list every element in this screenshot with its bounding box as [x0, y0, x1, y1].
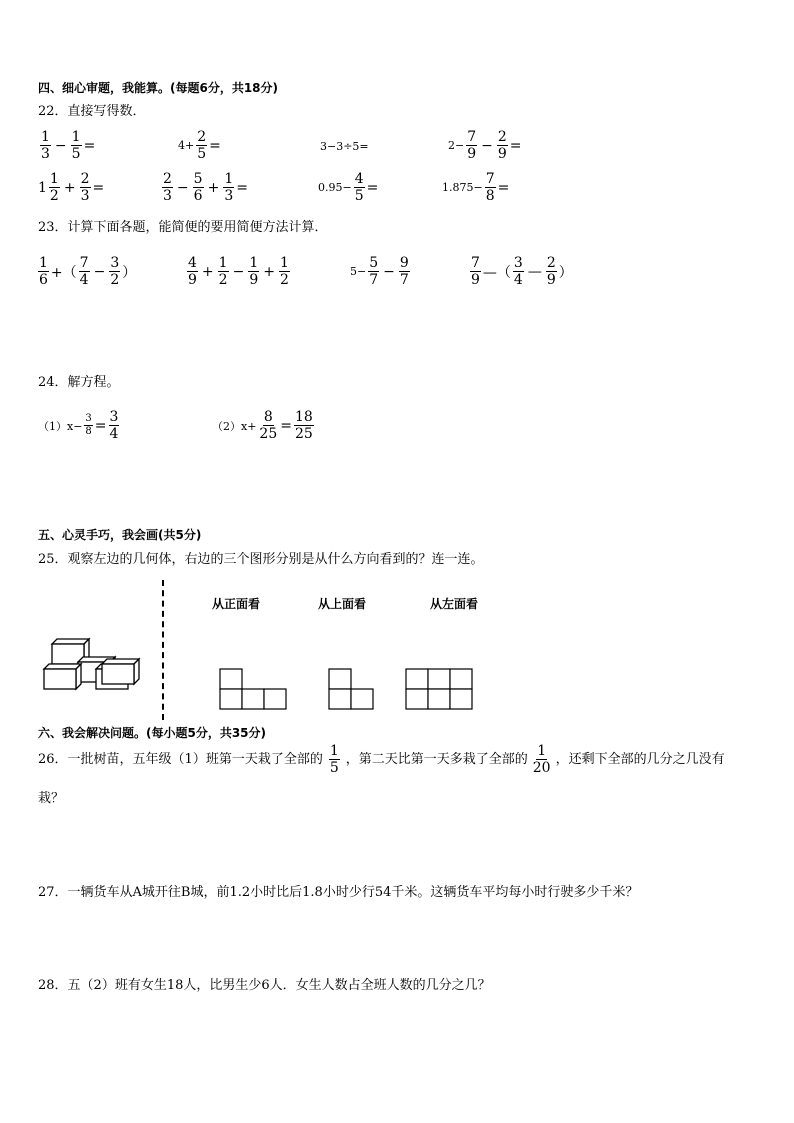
q22-item-2: 4+ $\frac{2}{5}$ =: [178, 129, 221, 162]
view-shape-3: [405, 668, 475, 710]
q23-item-2: $\frac{4}{9}$ + $\frac{1}{2}$ − $\frac{1}{9}$ + $\frac{1}{2}$: [188, 255, 289, 288]
q23-item-3: 5− $\frac{5}{7}$ − $\frac{9}{7}$: [350, 255, 409, 288]
view-label-front: 从正面看: [212, 597, 261, 611]
q26-question: 26．一批树苗，五年级（1）班第一天栽了全部的 $\frac{1}{5}$ ，第二天比第一天多栽了全部的 $\frac{1}{20}$ ，还剩下全部的几分之几没有: [38, 743, 725, 776]
q22-item-7: 0.95− $\frac{4}{5}$ =: [318, 171, 379, 204]
section6-heading: 六、我会解决问题。(每小题5分，共35分): [38, 726, 267, 740]
q22-item-4: 2− $\frac{7}{9}$ − $\frac{2}{9}$ =: [448, 129, 522, 162]
q22-item-1: $\frac{1}{3}$ − $\frac{1}{5}$ =: [41, 129, 96, 162]
q24-equation-2: （2）x+ $\frac{8}{25}$ = $\frac{18}{25}$: [212, 409, 313, 442]
q26-question-line2: 栽？: [38, 791, 65, 806]
q23-item-4: $\frac{7}{9}$ —（ $\frac{3}{4}$ — $\frac{2}{9}$ ）: [471, 255, 573, 288]
view-shape-2: [328, 668, 376, 710]
section5-heading: 五、心灵手巧，我会画(共5分): [38, 528, 202, 542]
view-label-left: 从左面看: [430, 597, 479, 611]
q24-label: 24．解方程。: [38, 375, 120, 390]
view-shape-1: [219, 668, 289, 710]
q22-item-3: 3−3÷5=: [320, 140, 369, 153]
q23-label: 23．计算下面各题，能简便的要用简便方法计算．: [38, 220, 328, 235]
q22-item-5: 1 $\frac{1}{2}$ + $\frac{2}{3}$ =: [38, 171, 105, 204]
q23-item-1: $\frac{1}{6}$ +（ $\frac{7}{4}$ − $\frac{3}{2}$ ）: [39, 255, 137, 288]
q27-question: 27．一辆货车从A城开往B城，前1.2小时比后1.8小时少行54千米。这辆货车平均每小时行驶多少千米？: [38, 885, 639, 900]
section4-heading: 四、细心审题，我能算。(每题6分，共18分): [38, 81, 279, 95]
view-label-top: 从上面看: [318, 597, 367, 611]
q25-label: 25．观察左边的几何体，右边的三个图形分别是从什么方向看到的？连一连。: [38, 552, 484, 567]
q22-label: 22．直接写得数．: [38, 104, 146, 119]
cube-solid-figure: [38, 636, 142, 698]
q24-equation-1: （1）x− $\frac{3}{8}$ = $\frac{3}{4}$: [38, 409, 119, 442]
dashed-divider: [162, 580, 164, 720]
q22-item-8: 1.875− $\frac{7}{8}$ =: [442, 171, 510, 204]
q22-item-6: $\frac{2}{3}$ − $\frac{5}{6}$ + $\frac{1}{3}$ =: [163, 171, 248, 204]
q28-question: 28．五（2）班有女生18人，比男生少6人．女生人数占全班人数的几分之几？: [38, 978, 491, 993]
